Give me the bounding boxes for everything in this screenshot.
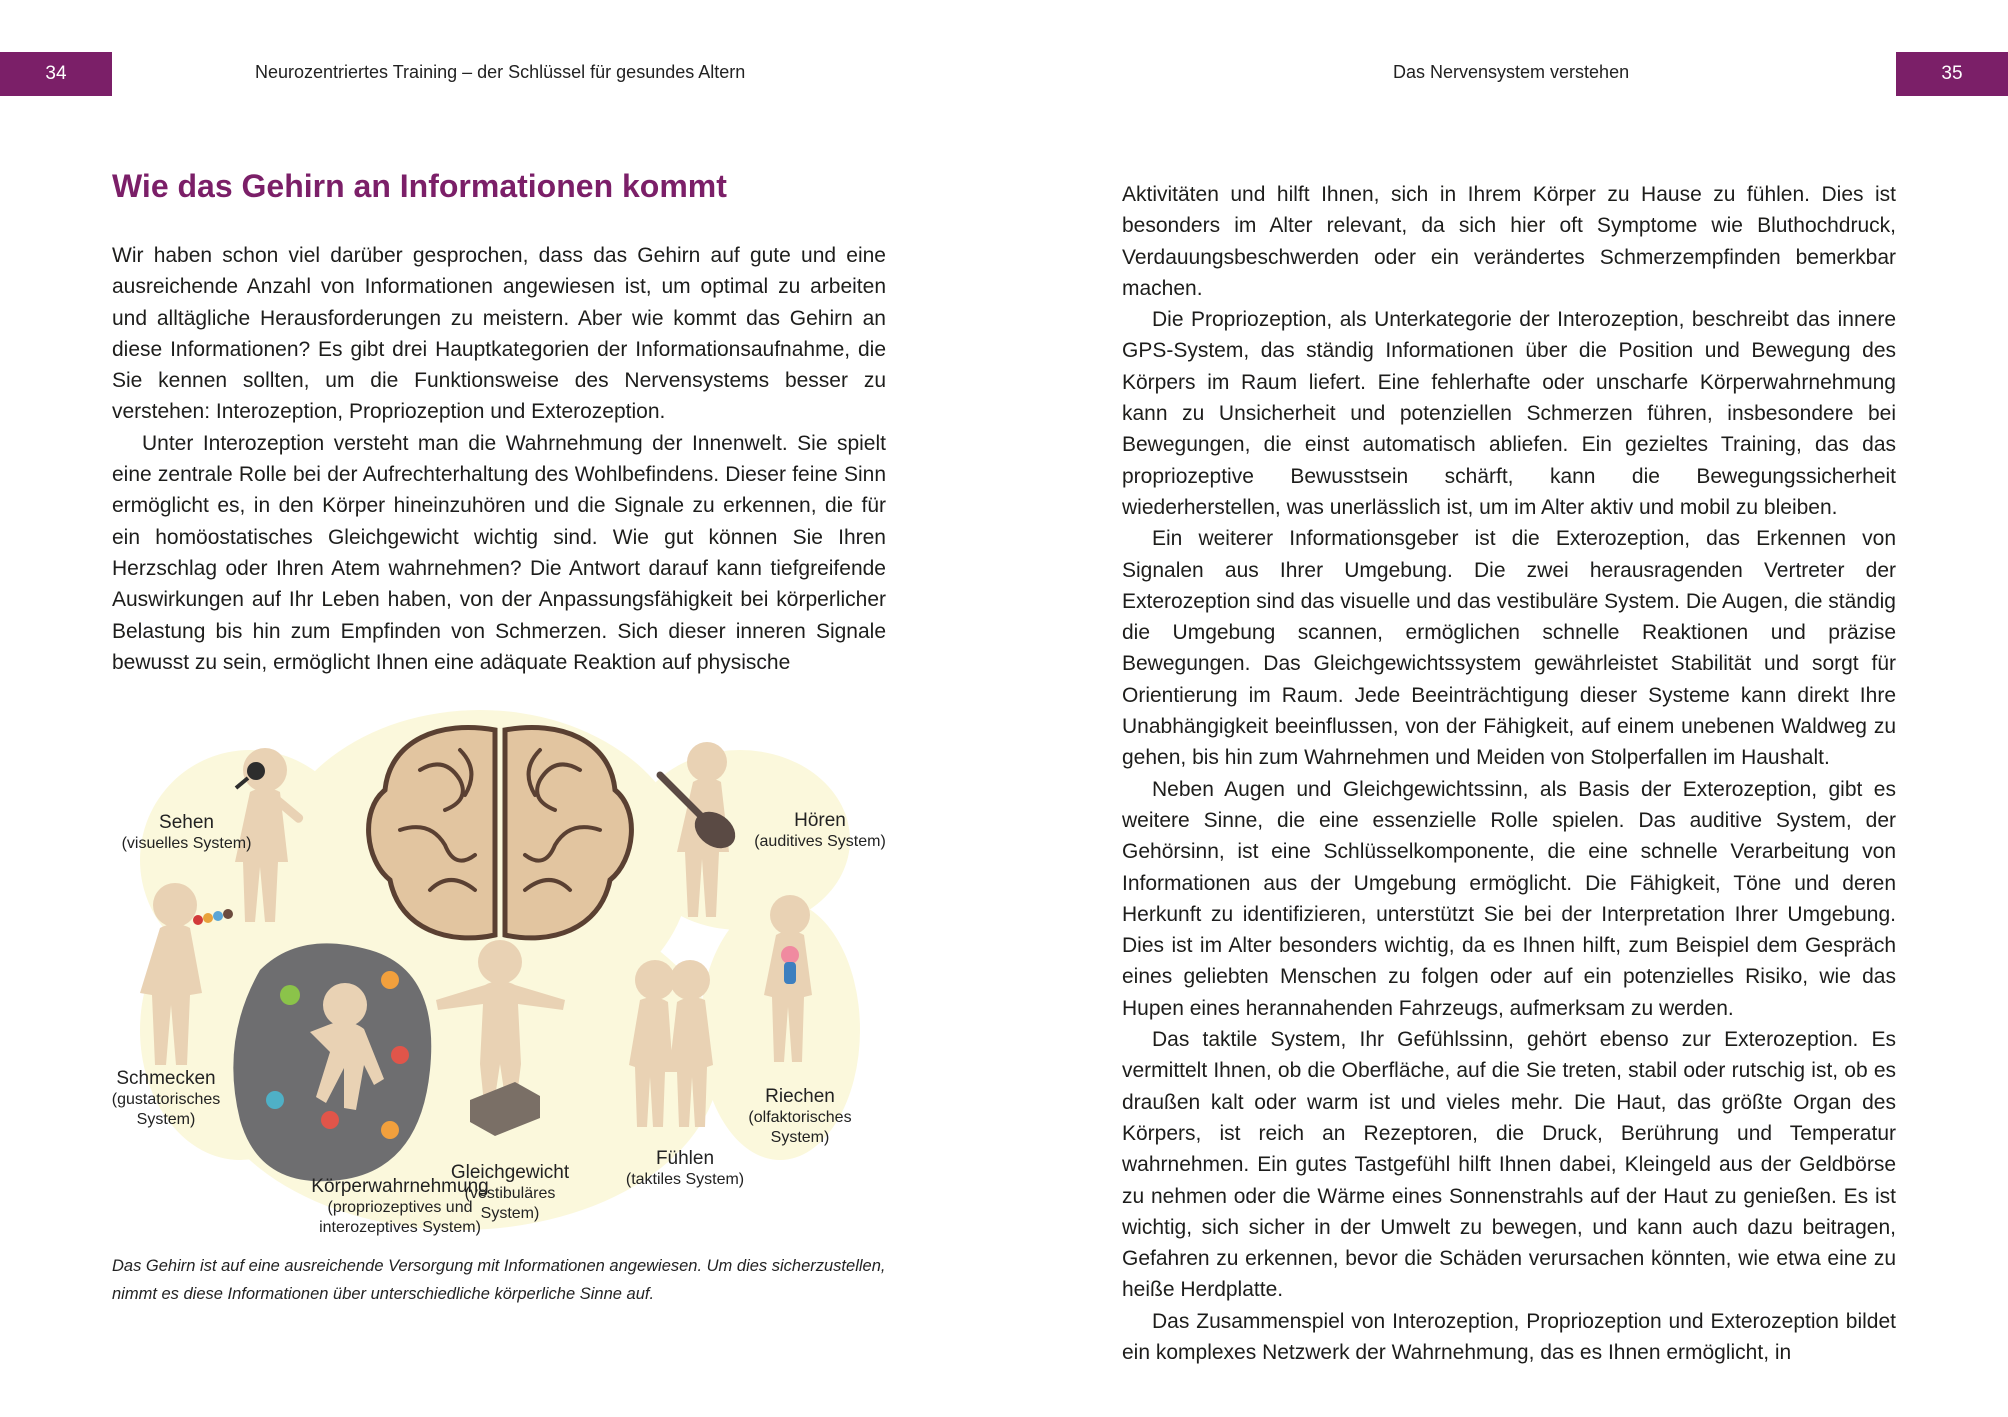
rock-climbing-figure: [233, 943, 431, 1181]
label-schmecken-sub1: (gustatorisches: [111, 1091, 221, 1108]
label-koerperwahrnehmung-name: Körperwahrnehmung: [311, 1176, 489, 1197]
section-title: Wie das Gehirn an Informationen kommt: [112, 168, 727, 204]
label-fuehlen: [620, 1148, 750, 1190]
label-riechen: [735, 1086, 865, 1148]
label-gleichgewicht-sub1: (vestibuläres: [464, 1185, 556, 1202]
label-hoeren-sub: (auditives System): [754, 833, 886, 850]
right-paragraph-5: Das taktile System, Ihr Gefühlssinn, gehört ebenso zur Exterozeption. Es vermittelt Ihnen, ob die Oberfläche, auf die Sie treten, stabil oder rutschig ist, ob es draußen kalt oder warm ist und vieles mehr. Die Haut, das größte Organ des Körpers, ist reich an Rezeptoren, die Druck, Berührung und Temperatur wahrnehmen. Ein gutes Tastgefühl hilft Ihnen dabei, Kleingeld aus der Geldbörse zu nehmen oder die Wärme eines Sonnenstrahls auf der Haut zu genießen. Es ist wichtig, sich sicher in der Umwelt zu bewegen, und kann auch dazu beitragen, Gefahren zu erkennen, bevor die Schäden verursachen könnten, wie etwa eine zu heiße Herdplatte.: [1122, 1028, 1896, 1302]
label-koerperwahrnehmung: [290, 1176, 510, 1238]
right-paragraph-2: Die Propriozeption, als Unterkategorie der Interozeption, beschreibt das innere GPS-System, das ständig Informationen über die Position und Bewegung des Körpers im Raum liefert. Eine fehlerhafte oder unscharfe Körperwahrnehmung kann zu Unsicherheit und potenziellen Schmerzen führen, insbesondere bei Bewegungen, die einst automatisch abliefen. Ein gezieltes Training, das das propriozeptive Bewusstsein schärft, kann die Bewegungssicherheit wiederherstellen, was unerlässlich ist, um im Alter aktiv und mobil zu bleiben.: [1122, 308, 1896, 519]
label-schmecken: [100, 1068, 232, 1130]
label-riechen-sub2: System): [770, 1129, 830, 1146]
right-running-title: Das Nervensystem verstehen: [1393, 62, 1630, 82]
label-gleichgewicht-name: Gleichgewicht: [450, 1162, 570, 1183]
label-sehen: [104, 812, 269, 854]
label-riechen-sub1: (olfaktorisches: [748, 1109, 852, 1126]
senses-illustration: [100, 700, 900, 1260]
right-page-number: 35: [1896, 52, 2008, 96]
right-text-column: [1122, 179, 1896, 1368]
label-fuehlen-name: Fühlen: [655, 1148, 715, 1169]
label-koerperwahrnehmung-sub1: (propriozeptives und: [327, 1199, 473, 1216]
left-paragraph-2: Unter Interozeption versteht man die Wahrnehmung der Innenwelt. Sie spielt eine zentrale Rolle bei der Aufrechterhaltung des Wohlbefindens. Dieser feine Sinn ermöglicht es, in den Körper hineinzuhören und die Signale zu erkennen, die für ein homöostatisches Gleichgewicht wichtig sind. Wie gut können Sie Ihren Herzschlag oder Ihren Atem wahrnehmen? Die Antwort darauf kann tiefgreifende Auswirkungen auf Ihr Leben haben, von der Anpassungsfähigkeit bei körperlicher Belastung bis hin zum Empfinden von Schmerzen. Sich dieser inneren Signale bewusst zu sein, ermöglicht Ihnen eine adäquate Reaktion auf physische: [112, 431, 886, 674]
left-page-number: 34: [0, 52, 112, 96]
label-koerperwahrnehmung-sub2: interozeptives System): [319, 1219, 481, 1236]
label-hoeren: [745, 810, 895, 852]
label-schmecken-sub2: System): [136, 1111, 196, 1128]
right-paragraph-3: Ein weiterer Informationsgeber ist die Exterozeption, das Erkennen von Signalen aus Ihrer Umgebung. Die zwei herausragenden Vertreter der Exterozeption sind das visuelle und das vestibuläre System. Die Augen, die ständig die Umgebung scannen, ermöglichen schnelle Reaktionen und präzise Bewegungen. Das Gleichgewichtssystem gewährleistet Stabilität und sorgt für Orientierung im Raum. Jede Beeinträchtigung dieser Systeme kann direkt Ihre Unabhängigkeit beeinflussen, von der Fähigkeit, auf einem unebenen Waldweg zu gehen, bis hin zum Wahrnehmen und Meiden von Stolperfallen im Haushalt.: [1122, 527, 1896, 770]
right-paragraph-4: Neben Augen und Gleichgewichtssinn, als Basis der Exterozeption, gibt es weitere Sinne, die eine essenzielle Rolle spielen. Das auditive System, der Gehörsinn, ist eine Schlüsselkomponente, die eine schnelle Verarbeitung von Informationen aus der Umgebung ermöglicht. Die Fähigkeit, Töne und deren Herkunft zu identifizieren, unterstützt Sie bei der Interpretation Ihrer Umgebung. Dies ist im Alter besonders wichtig, da es Ihnen hilft, zum Beispiel dem Gespräch eines geliebten Menschen zu folgen oder auf ein potenzielles Risiko, wie das Hupen eines herannahenden Fahrzeugs, aufmerksam zu werden.: [1122, 777, 1896, 1020]
right-paragraph-6: Das Zusammenspiel von Interozeption, Propriozeption und Exterozeption bildet ein komplexes Netzwerk der Wahrnehmung, das es Ihnen ermöglicht, in: [1122, 1309, 1896, 1364]
left-paragraph-1: Wir haben schon viel darüber gesprochen, dass das Gehirn auf gute und eine ausreichende Anzahl von Informationen angewiesen ist, um optimal zu arbeiten und alltägliche Herausforderungen zu meistern. Aber wie kommt das Gehirn an diese Informationen? Es gibt drei Hauptkategorien der Informationsaufnahme, die Sie kennen sollten, um die Funktionsweise des Nervensystems besser zu verstehen: Interozeption, Propriozeption und Exterozeption.: [112, 244, 886, 424]
label-sehen-name: Sehen: [159, 812, 214, 833]
label-sehen-sub: (visuelles System): [121, 835, 252, 852]
label-fuehlen-sub: (taktiles System): [625, 1171, 745, 1188]
left-text-column: [112, 240, 886, 678]
figure-caption: Das Gehirn ist auf eine ausreichende Versorgung mit Informationen angewiesen. Um dies sicherzustellen, nimmt es diese Informationen über unterschiedliche körperliche Sinne auf.: [112, 1257, 886, 1303]
right-paragraph-1: Aktivitäten und hilft Ihnen, sich in Ihrem Körper zu Hause zu fühlen. Dies ist besonders im Alter relevant, da sich hier oft Symptome wie Bluthochdruck, Verdauungsbeschwerden oder ein verändertes Schmerzempfinden bemerkbar machen.: [1122, 183, 1896, 300]
label-gleichgewicht-sub2: System): [480, 1205, 540, 1222]
left-running-title: Neurozentriertes Training – der Schlüssel für gesundes Altern: [255, 62, 746, 82]
label-schmecken-name: Schmecken: [116, 1068, 216, 1089]
label-hoeren-name: Hören: [794, 810, 846, 831]
label-riechen-name: Riechen: [765, 1086, 835, 1107]
